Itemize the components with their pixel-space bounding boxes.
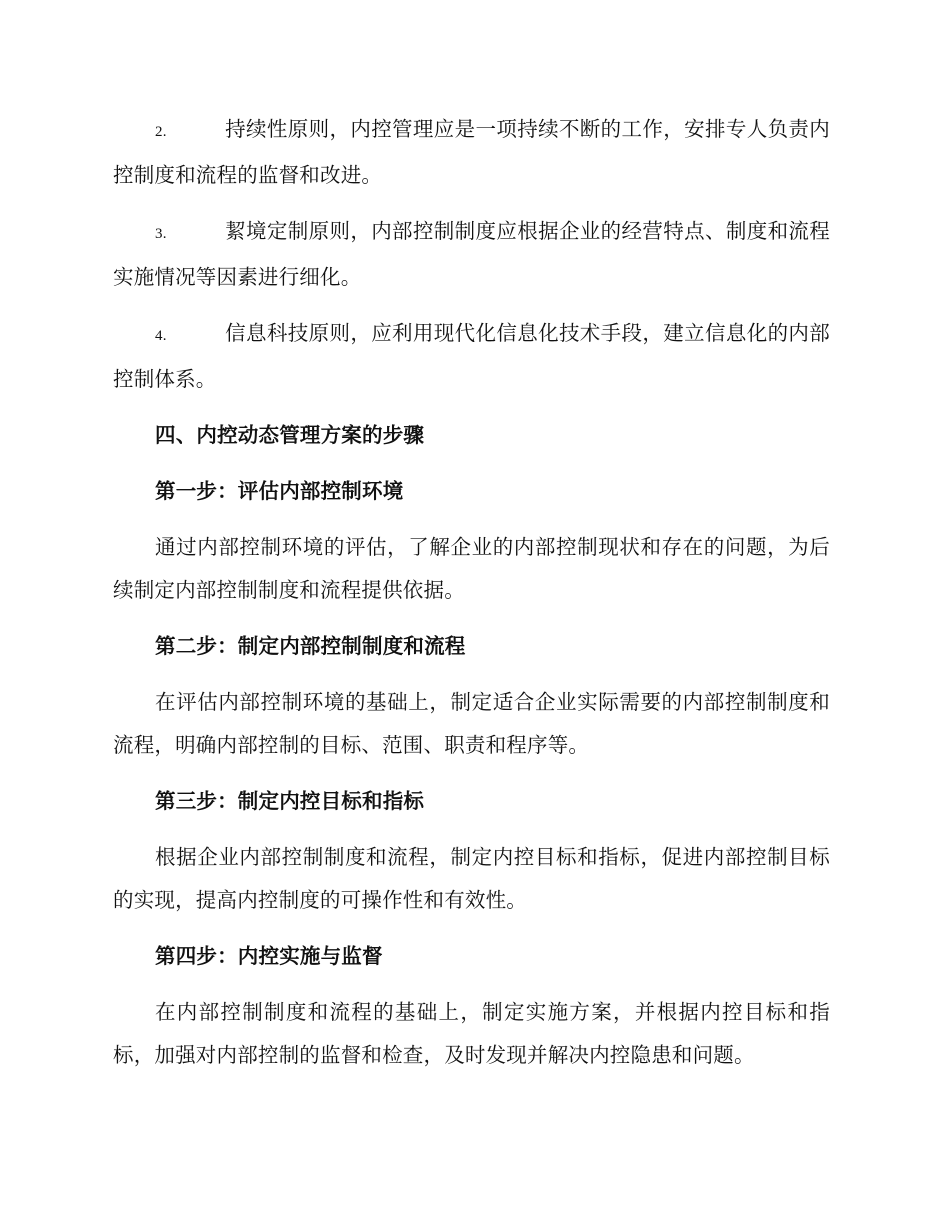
step-4-heading: 第四步：内控实施与监督 [155, 944, 383, 968]
step-3-heading: 第三步：制定内控目标和指标 [155, 789, 425, 813]
step-2-body: 在评估内部控制环境的基础上，制定适合企业实际需要的内部控制制度和流程，明确内部控制的目标、范围、职责和程序等。 [113, 690, 830, 757]
section-heading: 四、内控动态管理方案的步骤 [155, 423, 425, 447]
step-2-heading: 第二步：制定内部控制制度和流程 [155, 634, 466, 658]
list-text: 信息科技原则，应利用现代化信息化技术手段，建立信息化的内部控制体系。 [113, 321, 830, 391]
list-text: 持续性原则，内控管理应是一项持续不断的工作，安排专人负责内控制度和流程的监督和改进。 [113, 117, 830, 187]
list-item-4 [113, 312, 830, 401]
list-text: 絜境定制原则，内部控制制度应根据企业的经营特点、制度和流程实施情况等因素进行细化。 [113, 219, 830, 289]
step-1-body: 通过内部控制环境的评估，了解企业的内部控制现状和存在的问题，为后续制定内部控制制度和流程提供依据。 [113, 535, 830, 602]
step-1-heading: 第一步：评估内部控制环境 [155, 479, 404, 503]
list-number: 4. [155, 328, 167, 344]
list-number: 3. [155, 226, 167, 242]
list-number: 2. [155, 124, 167, 140]
list-item-2 [113, 108, 830, 197]
step-3-body: 根据企业内部控制制度和流程，制定内控目标和指标，促进内部控制目标的实现，提高内控制度的可操作性和有效性。 [113, 845, 830, 912]
list-item-3 [113, 210, 830, 299]
step-4-body: 在内部控制制度和流程的基础上，制定实施方案，并根据内控目标和指标，加强对内部控制的监督和检查，及时发现并解决内控隐患和问题。 [113, 1000, 830, 1067]
